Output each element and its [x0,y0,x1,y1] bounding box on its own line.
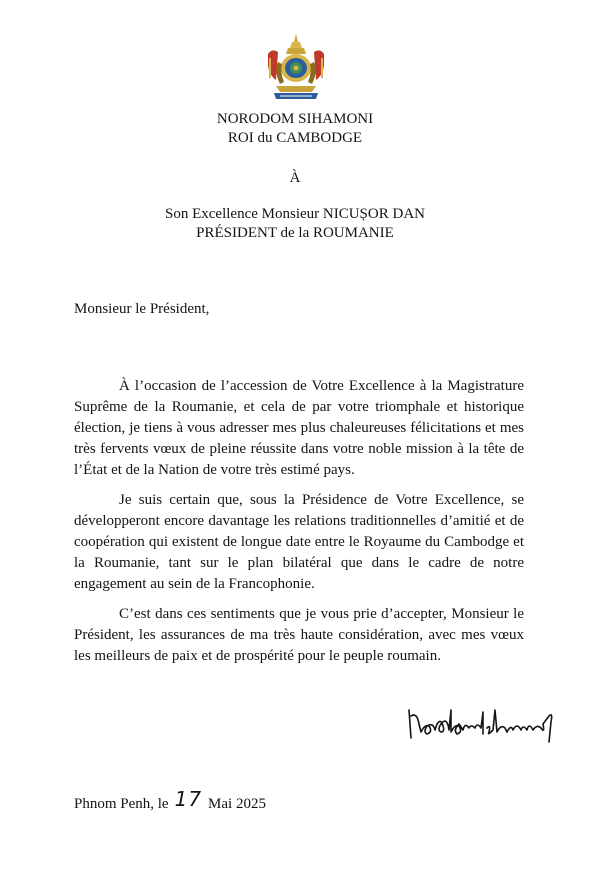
recipient-title: PRÉSIDENT de la ROUMANIE [196,225,394,241]
royal-crest-icon [262,32,330,102]
date-place: Phnom Penh, le [74,796,169,812]
handwritten-signature [403,702,565,746]
date-line [74,787,266,814]
recipient-name: Son Excellence Monsieur NICUȘOR DAN [165,206,425,222]
date-day-handwritten: 17 [174,787,203,811]
date-month-year: Mai 2025 [208,796,266,812]
recipient-marker: À [289,170,301,186]
body-paragraph-3: C’est dans ces sentiments que je vous prie d’accepter, Monsieur le Président, les assurances de ma très haute considération, avec mes vœux les meilleurs de paix et de prospérité pour le peuple roumain. [74,606,524,664]
salutation: Monsieur le Président, [74,301,210,317]
body-paragraph-1: À l’occasion de l’accession de Votre Excellence à la Magistrature Suprême de la Roumanie, et cela de par votre triomphale et historique élection, je tiens à vous adresser mes plus chaleureuses félicitations et mes très fervents vœux de pleine réussite dans votre noble mission à la tête de l’État et de la Nation de votre très estimé pays. [74,378,524,478]
body-paragraph-2: Je suis certain que, sous la Présidence de Votre Excellence, se développeront encore davantage les relations traditionnelles d’amitié et de coopération qui existent de longue date entre le Royaume du Cambodge et la Roumanie, tant sur le plan bilatéral que dans le cadre de notre engagement au sein de la Francophonie. [74,492,524,592]
sender-title: ROI du CAMBODGE [227,130,363,146]
sender-name: NORODOM SIHAMONI [216,111,374,127]
